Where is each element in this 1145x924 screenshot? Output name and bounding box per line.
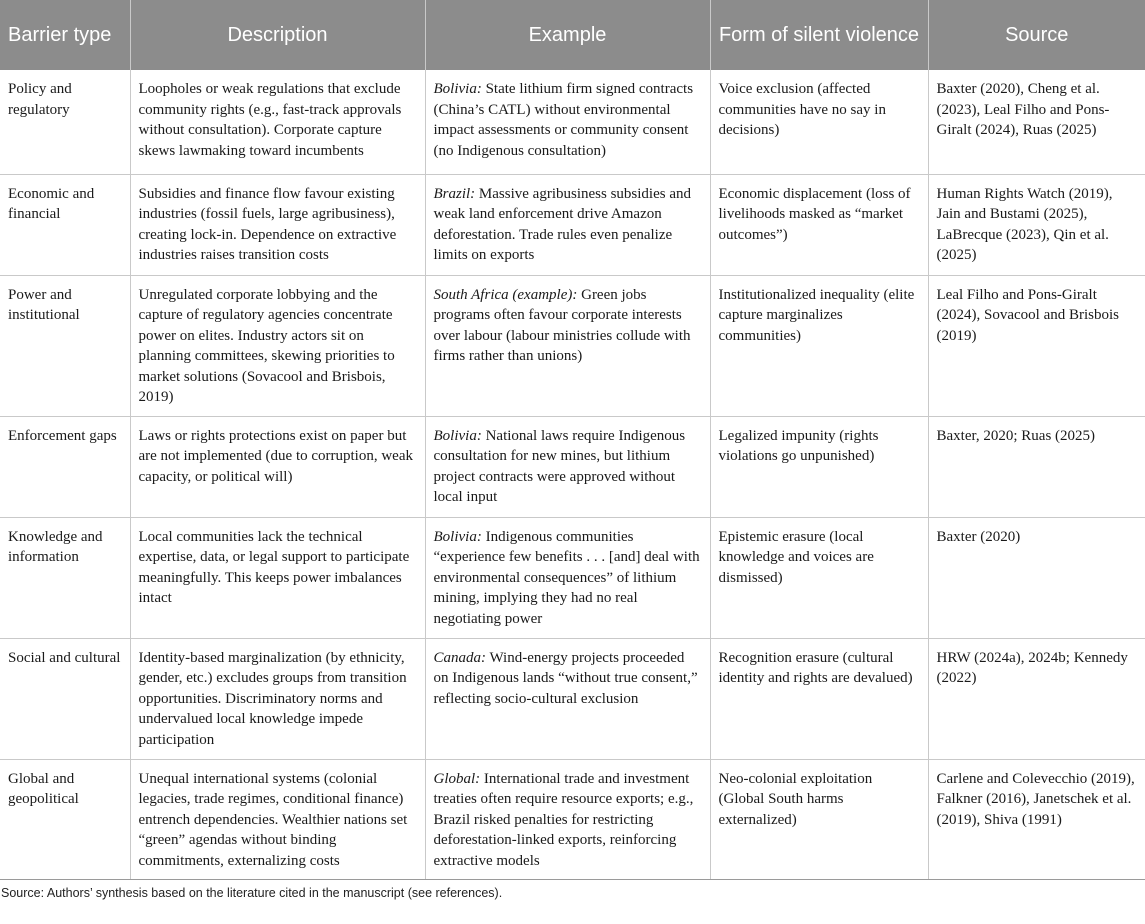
example-lead: Bolivia: [433, 81, 482, 97]
table-row [0, 70, 1145, 174]
header-source: Source [928, 0, 1145, 70]
cell-description: Unequal international systems (colonial legacies, trade regimes, conditional finance) entrench dependencies. Wealthier nations set “green” agendas without binding commitments, externalizing costs [130, 759, 425, 880]
table-row [0, 174, 1145, 275]
cell-source: Baxter, 2020; Ruas (2025) [928, 416, 1145, 517]
cell-violence: Legalized impunity (rights violations go unpunished) [710, 416, 928, 517]
table-header-row [0, 0, 1145, 70]
cell-description: Subsidies and finance flow favour existing industries (fossil fuels, large agribusiness), creating lock-in. Dependence on extractive industries raises transition costs [130, 174, 425, 275]
table-row [0, 759, 1145, 880]
cell-barrier: Economic and financial [0, 174, 130, 275]
example-lead: Global: [433, 770, 481, 787]
example-text: Indigenous communities “experience few benefits . . . [and] deal with environmental consequences” of lithium mining, implying they had no real negotiating power [433, 528, 700, 627]
cell-example [425, 638, 710, 759]
cell-barrier: Power and institutional [0, 275, 130, 416]
example-lead: Bolivia: [433, 528, 482, 545]
example-text: Green jobs programs often favour corporate interests over labour (labour ministries collude with firms rather than unions) [433, 286, 691, 364]
cell-description: Identity-based marginalization (by ethnicity, gender, etc.) excludes groups from transition opportunities. Discriminatory norms and undervalued local knowledge impede participation [130, 638, 425, 759]
example-lead: South Africa (example): [433, 286, 578, 303]
cell-barrier: Enforcement gaps [0, 416, 130, 517]
header-description: Description [130, 0, 425, 70]
cell-source: Baxter (2020) [928, 517, 1145, 638]
example-text: National laws require Indigenous consultation for new mines, but lithium project contracts were approved without local input [433, 427, 686, 505]
table-row [0, 638, 1145, 759]
cell-source: Carlene and Colevecchio (2019), Falkner (2016), Janetschek et al. (2019), Shiva (1991) [928, 759, 1145, 880]
cell-barrier: Social and cultural [0, 638, 130, 759]
cell-violence: Voice exclusion (affected communities have no say in decisions) [710, 70, 928, 174]
cell-source: Leal Filho and Pons-Giralt (2024), Sovacool and Brisbois (2019) [928, 275, 1145, 416]
example-lead: Canada: [433, 649, 486, 666]
cell-description: Unregulated corporate lobbying and the capture of regulatory agencies concentrate power on elites. Industry actors sit on planning committees, skewing priorities to market solutions (Sovacool and Brisbois, 2019) [130, 275, 425, 416]
header-barrier-type: Barrier type [0, 0, 130, 70]
example-lead: Brazil: [433, 185, 476, 202]
cell-example [425, 517, 710, 638]
example-text: Wind-energy projects proceeded on Indigenous lands “without true consent,” reflecting socio-cultural exclusion [433, 649, 698, 707]
cell-example [425, 275, 710, 416]
example-text: State lithium firm signed contracts (China’s CATL) without environmental impact assessments or community consent (no Indigenous consultation) [433, 81, 694, 159]
header-form-of-silent-violence: Form of silent violence [710, 0, 928, 70]
example-lead: Bolivia: [433, 427, 482, 444]
cell-source: Human Rights Watch (2019), Jain and Bustami (2025), LaBrecque (2023), Qin et al. (2025) [928, 174, 1145, 275]
cell-example [425, 416, 710, 517]
cell-violence: Epistemic erasure (local knowledge and voices are dismissed) [710, 517, 928, 638]
cell-description: Local communities lack the technical expertise, data, or legal support to participate meaningfully. This keeps power imbalances intact [130, 517, 425, 638]
example-text: International trade and investment treaties often require resource exports; e.g., Brazil risked penalties for restricting deforestation-linked exports, reinforcing extractive models [433, 770, 694, 869]
table-row [0, 275, 1145, 416]
table-row [0, 416, 1145, 517]
example-text: Massive agribusiness subsidies and weak land enforcement drive Amazon deforestation. Trade rules even penalize limits on exports [433, 185, 691, 263]
cell-source: Baxter (2020), Cheng et al. (2023), Leal Filho and Pons-Giralt (2024), Ruas (2025) [928, 70, 1145, 174]
cell-example [425, 70, 710, 174]
cell-source: HRW (2024a), 2024b; Kennedy (2022) [928, 638, 1145, 759]
header-example: Example [425, 0, 710, 70]
cell-violence: Economic displacement (loss of livelihoods masked as “market outcomes”) [710, 174, 928, 275]
cell-example [425, 759, 710, 880]
table-row [0, 517, 1145, 638]
cell-violence: Recognition erasure (cultural identity and rights are devalued) [710, 638, 928, 759]
cell-barrier: Policy and regulatory [0, 70, 130, 174]
cell-description: Laws or rights protections exist on paper but are not implemented (due to corruption, weak capacity, or political will) [130, 416, 425, 517]
cell-violence: Institutionalized inequality (elite capture marginalizes communities) [710, 275, 928, 416]
cell-barrier: Global and geopolitical [0, 759, 130, 880]
cell-violence: Neo-colonial exploitation (Global South harms externalized) [710, 759, 928, 880]
table-source-note: Source: Authors’ synthesis based on the literature cited in the manuscript (see references). [1, 886, 503, 900]
cell-example [425, 174, 710, 275]
cell-barrier: Knowledge and information [0, 517, 130, 638]
cell-description: Loopholes or weak regulations that exclude community rights (e.g., fast-track approvals without consultation). Corporate capture skews lawmaking toward incumbents [130, 70, 425, 174]
